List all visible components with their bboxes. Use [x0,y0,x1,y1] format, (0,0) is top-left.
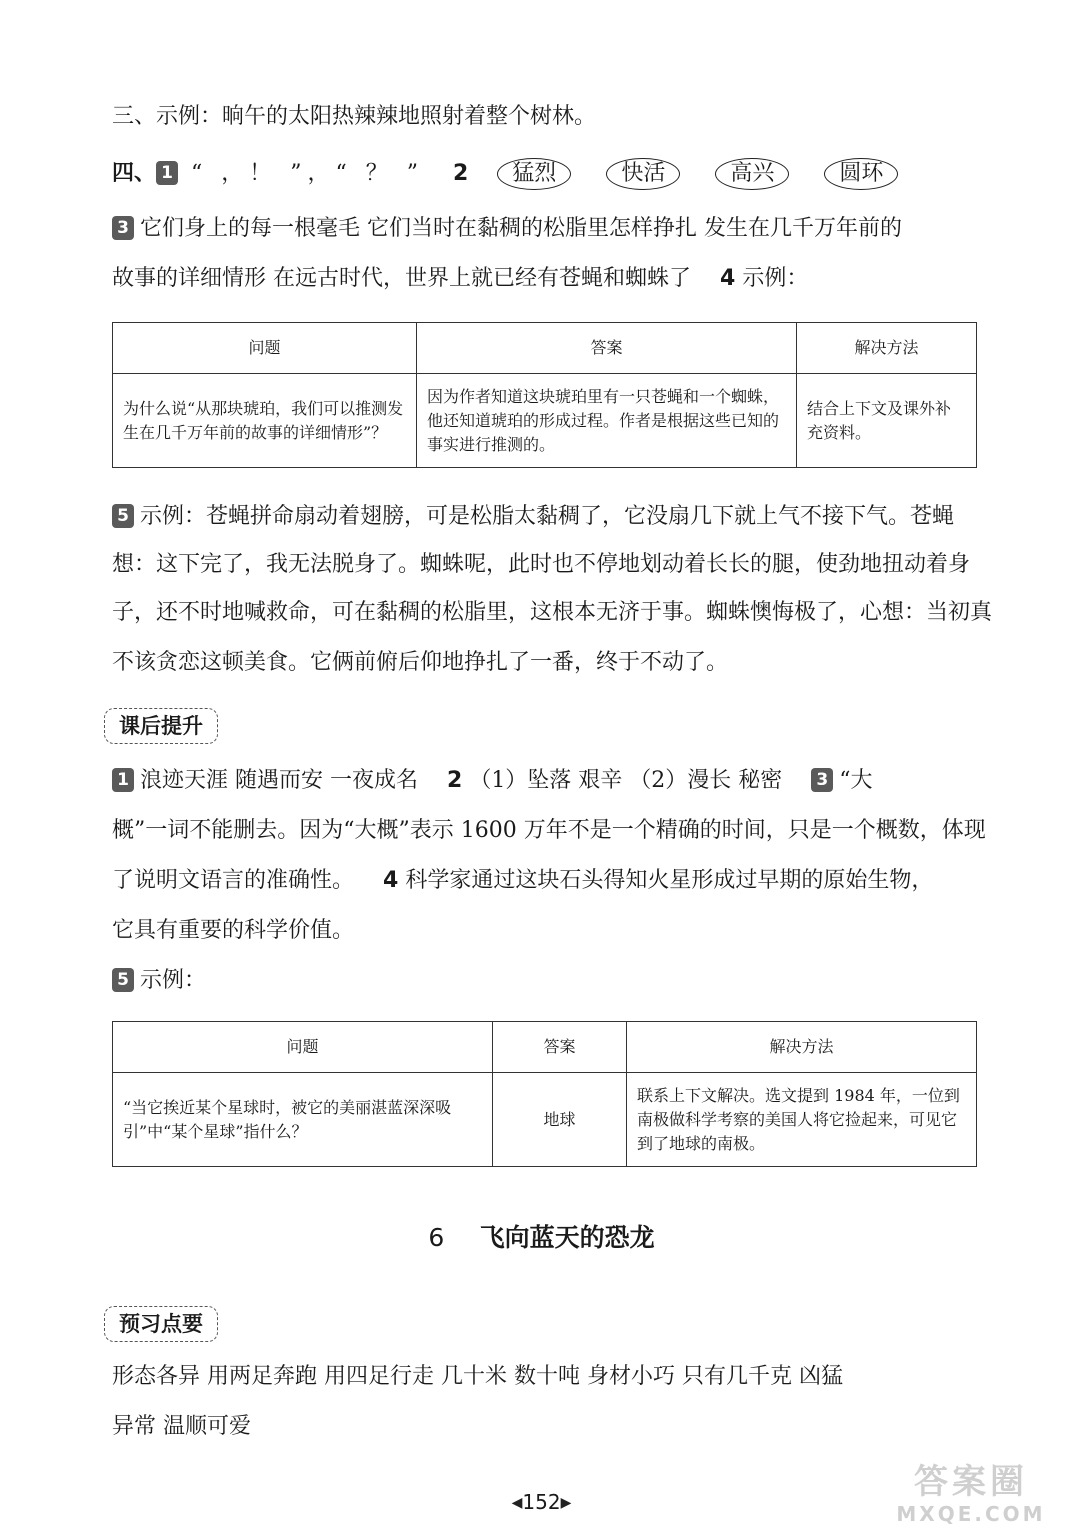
page-number-text: 152 [522,1490,561,1514]
badge-1: 1 [156,161,178,185]
after-line-4 [112,916,982,946]
q5-line-1 [112,502,982,532]
right-triangle-icon: ▶ [560,1495,572,1511]
table2-header-question: 问题 [113,1022,493,1073]
after-q1: 浪迹天涯 随遇而安 一夜成名 [140,768,418,793]
table2-header-method: 解决方法 [627,1022,977,1073]
after-q3-line2: 概”一词不能删去。因为“大概”表示 1600 万年不是一个精确的时间，只是一个概数，体现 [112,818,986,843]
table2-method: 联系上下文解决。选文提到 1984 年，一位到南极做科学考察的美国人将它捡起来，可见它到了地球的南极。 [627,1073,977,1167]
after-line-2 [112,816,986,846]
table2-header-answer: 答案 [493,1022,627,1073]
table1-method: 结合上下文及课外补充资料。 [797,374,977,468]
chapter-number: 6 [428,1223,445,1252]
after-q3-start: “大 [839,768,873,793]
after-line-1 [112,766,982,796]
section-four-line-2 [112,214,982,244]
preview-label: 预习点要 [104,1306,218,1342]
q5-line-4 [112,648,982,678]
after-badge-5: 5 [112,968,134,992]
watermark-logo [871,1462,1071,1532]
table2-answer: 地球 [493,1073,627,1167]
after-number-2: 2 [447,768,463,793]
question-table-2 [112,1021,977,1167]
preview-text-2: 异常 温顺可爱 [112,1414,251,1439]
preview-line-1 [112,1362,982,1392]
table1-header-answer: 答案 [417,323,797,374]
q4-example: 示例： [742,266,809,291]
table1-question: 为什么说“从那块琥珀，我们可以推测发生在几千万年前的故事的详细情形”？ [113,374,417,468]
number-2: 2 [452,161,469,186]
q3-line-1: 它们身上的每一根毫毛 它们当时在黏稠的松脂里怎样挣扎 发生在几千万年前的 [140,216,902,241]
section-three-text: 三、示例：晌午的太阳热辣辣地照射着整个树林。 [112,104,597,129]
section-three-line [112,102,982,132]
after-class-label: 课后提升 [104,708,218,744]
q5-line-2 [112,550,982,580]
q5-text-3: 子，还不时地喊救命，可在黏稠的松脂里，这根本无济于事。蜘蛛懊悔极了，心想：当初真 [112,600,993,625]
after-q4: 科学家通过这块石头得知火星形成过早期的原始生物， [405,868,934,893]
section-four-line-1 [112,158,982,190]
preview-text-1: 形态各异 用两足奔跑 用四足行走 几十米 数十吨 身材小巧 只有几千克 凶猛 [112,1364,843,1389]
table1-header-method: 解决方法 [797,323,977,374]
after-q3-line3: 了说明文语言的准确性。 [112,868,355,893]
after-q2: （1）坠落 艰辛 （2）漫长 秘密 [469,768,783,793]
chapter-heading [0,1222,1083,1254]
preview-line-2 [112,1412,982,1442]
watermark-text: 答案圈 [914,1462,1028,1502]
left-triangle-icon: ◀ [511,1495,523,1511]
question-table-1 [112,322,977,468]
after-q4-line2: 它具有重要的科学价值。 [112,918,355,943]
badge-5: 5 [112,504,134,528]
q5-line-3 [112,598,993,628]
table1-header-question: 问题 [113,323,417,374]
table1-answer: 因为作者知道这块琥珀里有一只苍蝇和一个蜘蛛，他还知道琥珀的形成过程。作者是根据这些已知的事实进行推测的。 [417,374,797,468]
oval-word-4: 圆环 [824,158,898,190]
oval-word-1: 猛烈 [497,158,571,190]
after-badge-3: 3 [811,768,833,792]
badge-3: 3 [112,216,134,240]
after-line-3 [112,866,982,896]
q5-text-1: 示例：苍蝇拼命扇动着翅膀，可是松脂太黏稠了，它没扇几下就上气不接下气。苍蝇 [140,504,955,529]
q3-line-2: 故事的详细情形 在远古时代，世界上就已经有苍蝇和蜘蛛了 [112,266,691,291]
number-4: 4 [720,266,736,291]
oval-word-3: 高兴 [715,158,789,190]
table2-question: “当它挨近某个星球时，被它的美丽湛蓝深深吸引”中“某个星球”指什么？ [113,1073,493,1167]
section-four-line-3 [112,264,982,294]
punctuation-answer: “ ，！ ”，“ ？ ” [191,161,424,186]
after-line-5 [112,966,982,996]
watermark-domain: MXQE.COM [896,1502,1046,1526]
after-q5: 示例： [140,968,207,993]
after-badge-1: 1 [112,768,134,792]
q5-text-2: 想：这下完了，我无法脱身了。蜘蛛呢，此时也不停地划动着长长的腿，使劲地扭动着身 [112,552,971,577]
oval-word-2: 快活 [606,158,680,190]
after-number-4: 4 [383,868,399,893]
section-four-prefix: 四、 [112,161,157,186]
q5-text-4: 不该贪恋这顿美食。它俩前俯后仰地挣扎了一番，终于不动了。 [112,650,729,675]
chapter-title: 飞向蓝天的恐龙 [479,1223,655,1252]
